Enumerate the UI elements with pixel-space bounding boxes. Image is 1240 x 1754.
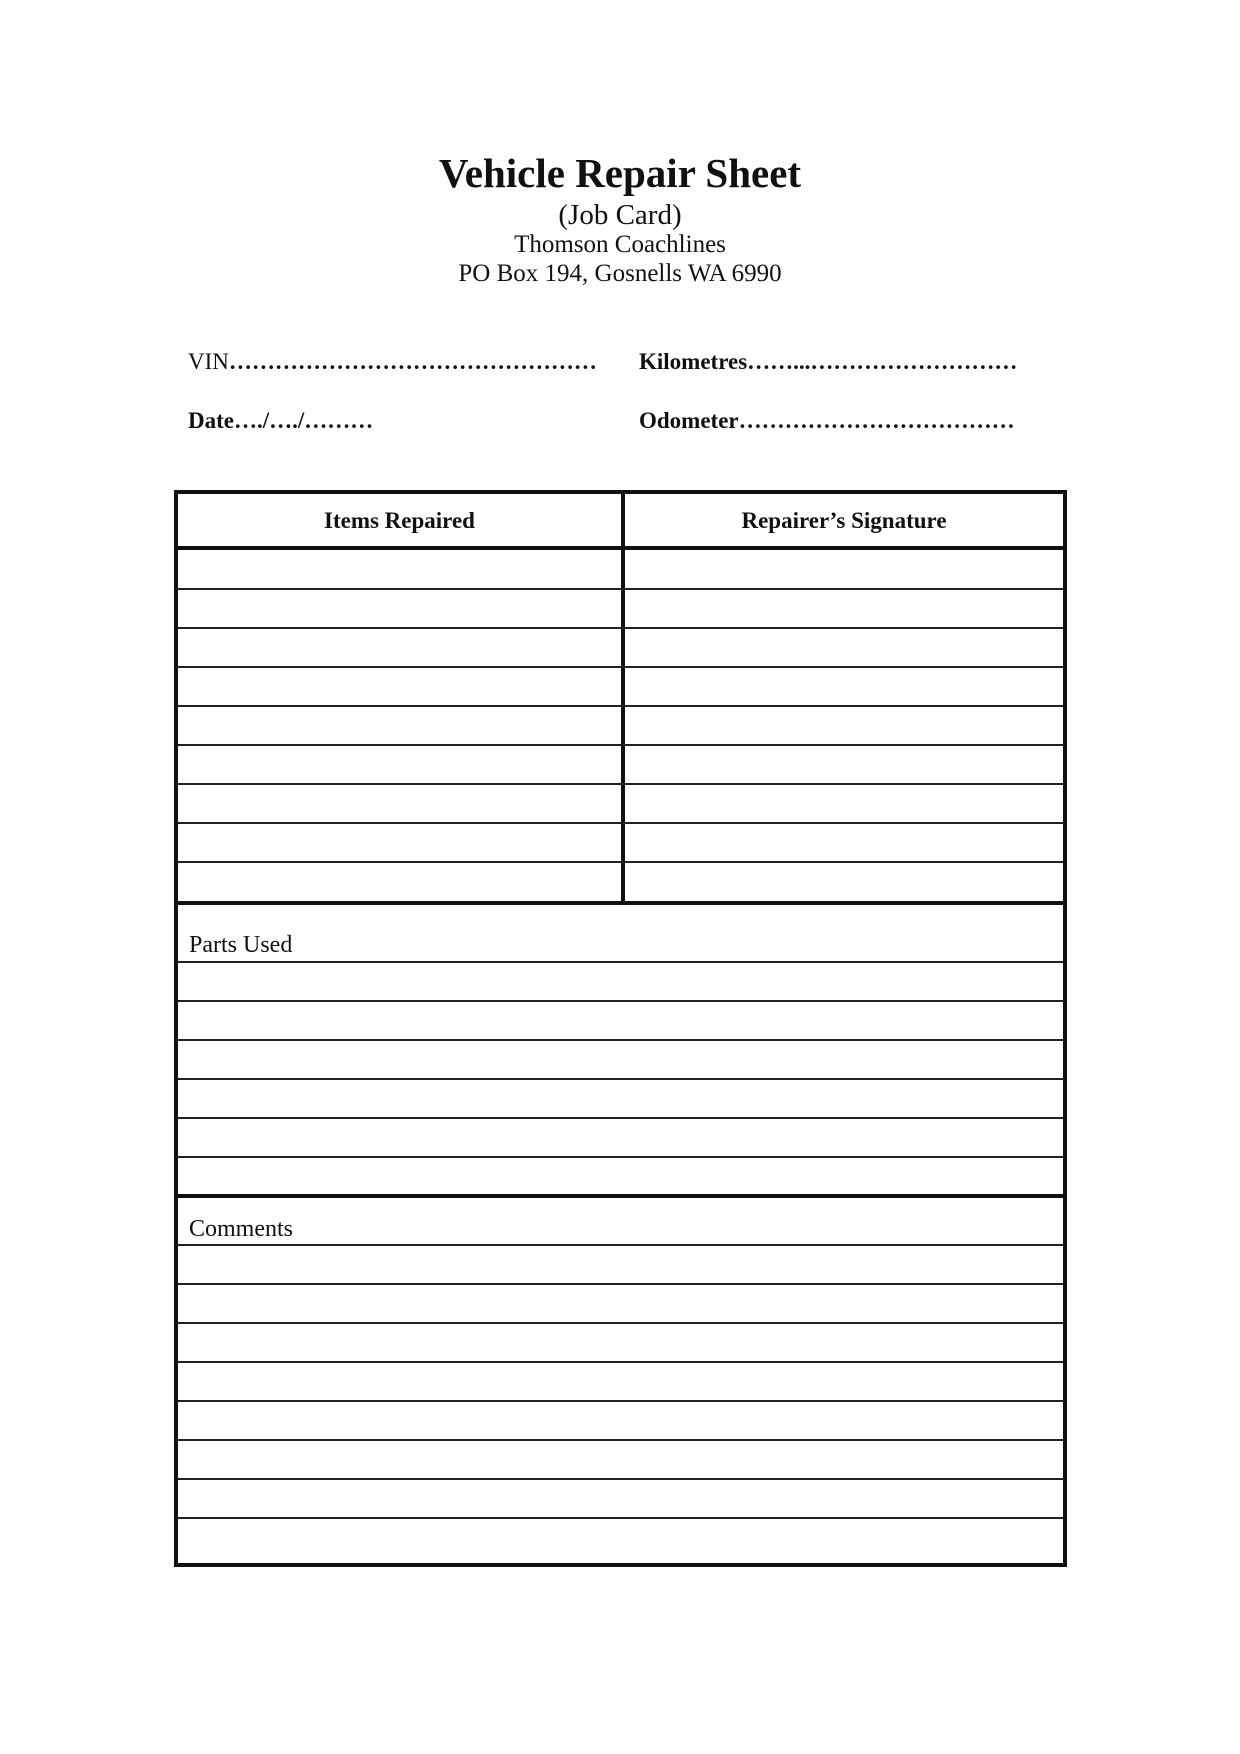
repair-form-grid [174, 490, 1067, 1567]
table-row-divider [178, 666, 1063, 668]
table-row-divider [178, 744, 1063, 746]
parts-used-entry-line[interactable] [178, 1119, 1063, 1156]
table-row-divider [178, 627, 1063, 629]
repairer-signature-cell[interactable] [625, 745, 1063, 784]
comments-entry-line[interactable] [178, 1285, 1063, 1322]
items-repaired-cell[interactable] [178, 550, 621, 589]
items-repaired-cell[interactable] [178, 628, 621, 667]
document-subtitle: (Job Card) [558, 199, 682, 231]
parts-used-entry-line[interactable] [178, 1002, 1063, 1039]
parts-used-entry-line[interactable] [178, 1158, 1063, 1195]
parts-section-bottom-divider [178, 1194, 1063, 1198]
items-repaired-header: Items Repaired [324, 508, 475, 533]
company-name: Thomson Coachlines [514, 231, 726, 258]
comments-entry-line[interactable] [178, 1480, 1063, 1517]
vin-entry-dots[interactable]: ………………………………………… [228, 349, 597, 374]
vin-label: VIN [188, 349, 229, 374]
repairer-signature-cell[interactable] [625, 589, 1063, 628]
items-repaired-cell[interactable] [178, 862, 621, 901]
table-row-divider [178, 822, 1063, 824]
repairer-signature-cell[interactable] [625, 667, 1063, 706]
date-field[interactable]: Date…./…./……… [188, 408, 374, 433]
comments-entry-line[interactable] [178, 1324, 1063, 1361]
repairer-signature-header: Repairer’s Signature [741, 508, 947, 533]
items-repaired-cell[interactable] [178, 667, 621, 706]
repairer-signature-cell[interactable] [625, 628, 1063, 667]
company-address: PO Box 194, Gosnells WA 6990 [458, 260, 782, 287]
items-repaired-cell[interactable] [178, 823, 621, 862]
comments-entry-line[interactable] [178, 1441, 1063, 1478]
parts-used-label: Parts Used [189, 932, 293, 958]
parts-used-entry-line[interactable] [178, 963, 1063, 1000]
table-row-divider [178, 588, 1063, 590]
items-repaired-cell[interactable] [178, 784, 621, 823]
vin-field[interactable] [188, 347, 597, 377]
page-title: Vehicle Repair Sheet [438, 150, 802, 196]
table-row-divider [178, 783, 1063, 785]
parts-used-entry-line[interactable] [178, 1041, 1063, 1078]
repairer-signature-cell[interactable] [625, 823, 1063, 862]
items-repaired-cell[interactable] [178, 589, 621, 628]
repairer-signature-cell[interactable] [625, 706, 1063, 745]
items-repaired-cell[interactable] [178, 706, 621, 745]
comments-label: Comments [189, 1216, 294, 1242]
comments-entry-line[interactable] [178, 1246, 1063, 1283]
table-row-divider [178, 705, 1063, 707]
odometer-field[interactable]: Odometer……………………………… [639, 408, 1015, 433]
table-row-divider [178, 861, 1063, 863]
repairs-table-bottom-divider [178, 901, 1063, 905]
repairer-signature-cell[interactable] [625, 550, 1063, 589]
repairer-signature-cell[interactable] [625, 784, 1063, 823]
items-repaired-cell[interactable] [178, 745, 621, 784]
parts-used-entry-line[interactable] [178, 1080, 1063, 1117]
comments-entry-line[interactable] [178, 1363, 1063, 1400]
kilometres-field[interactable]: Kilometres……...……………………… [639, 349, 1018, 374]
repairer-signature-cell[interactable] [625, 862, 1063, 901]
comments-entry-line[interactable] [178, 1519, 1063, 1556]
comments-entry-line[interactable] [178, 1402, 1063, 1439]
